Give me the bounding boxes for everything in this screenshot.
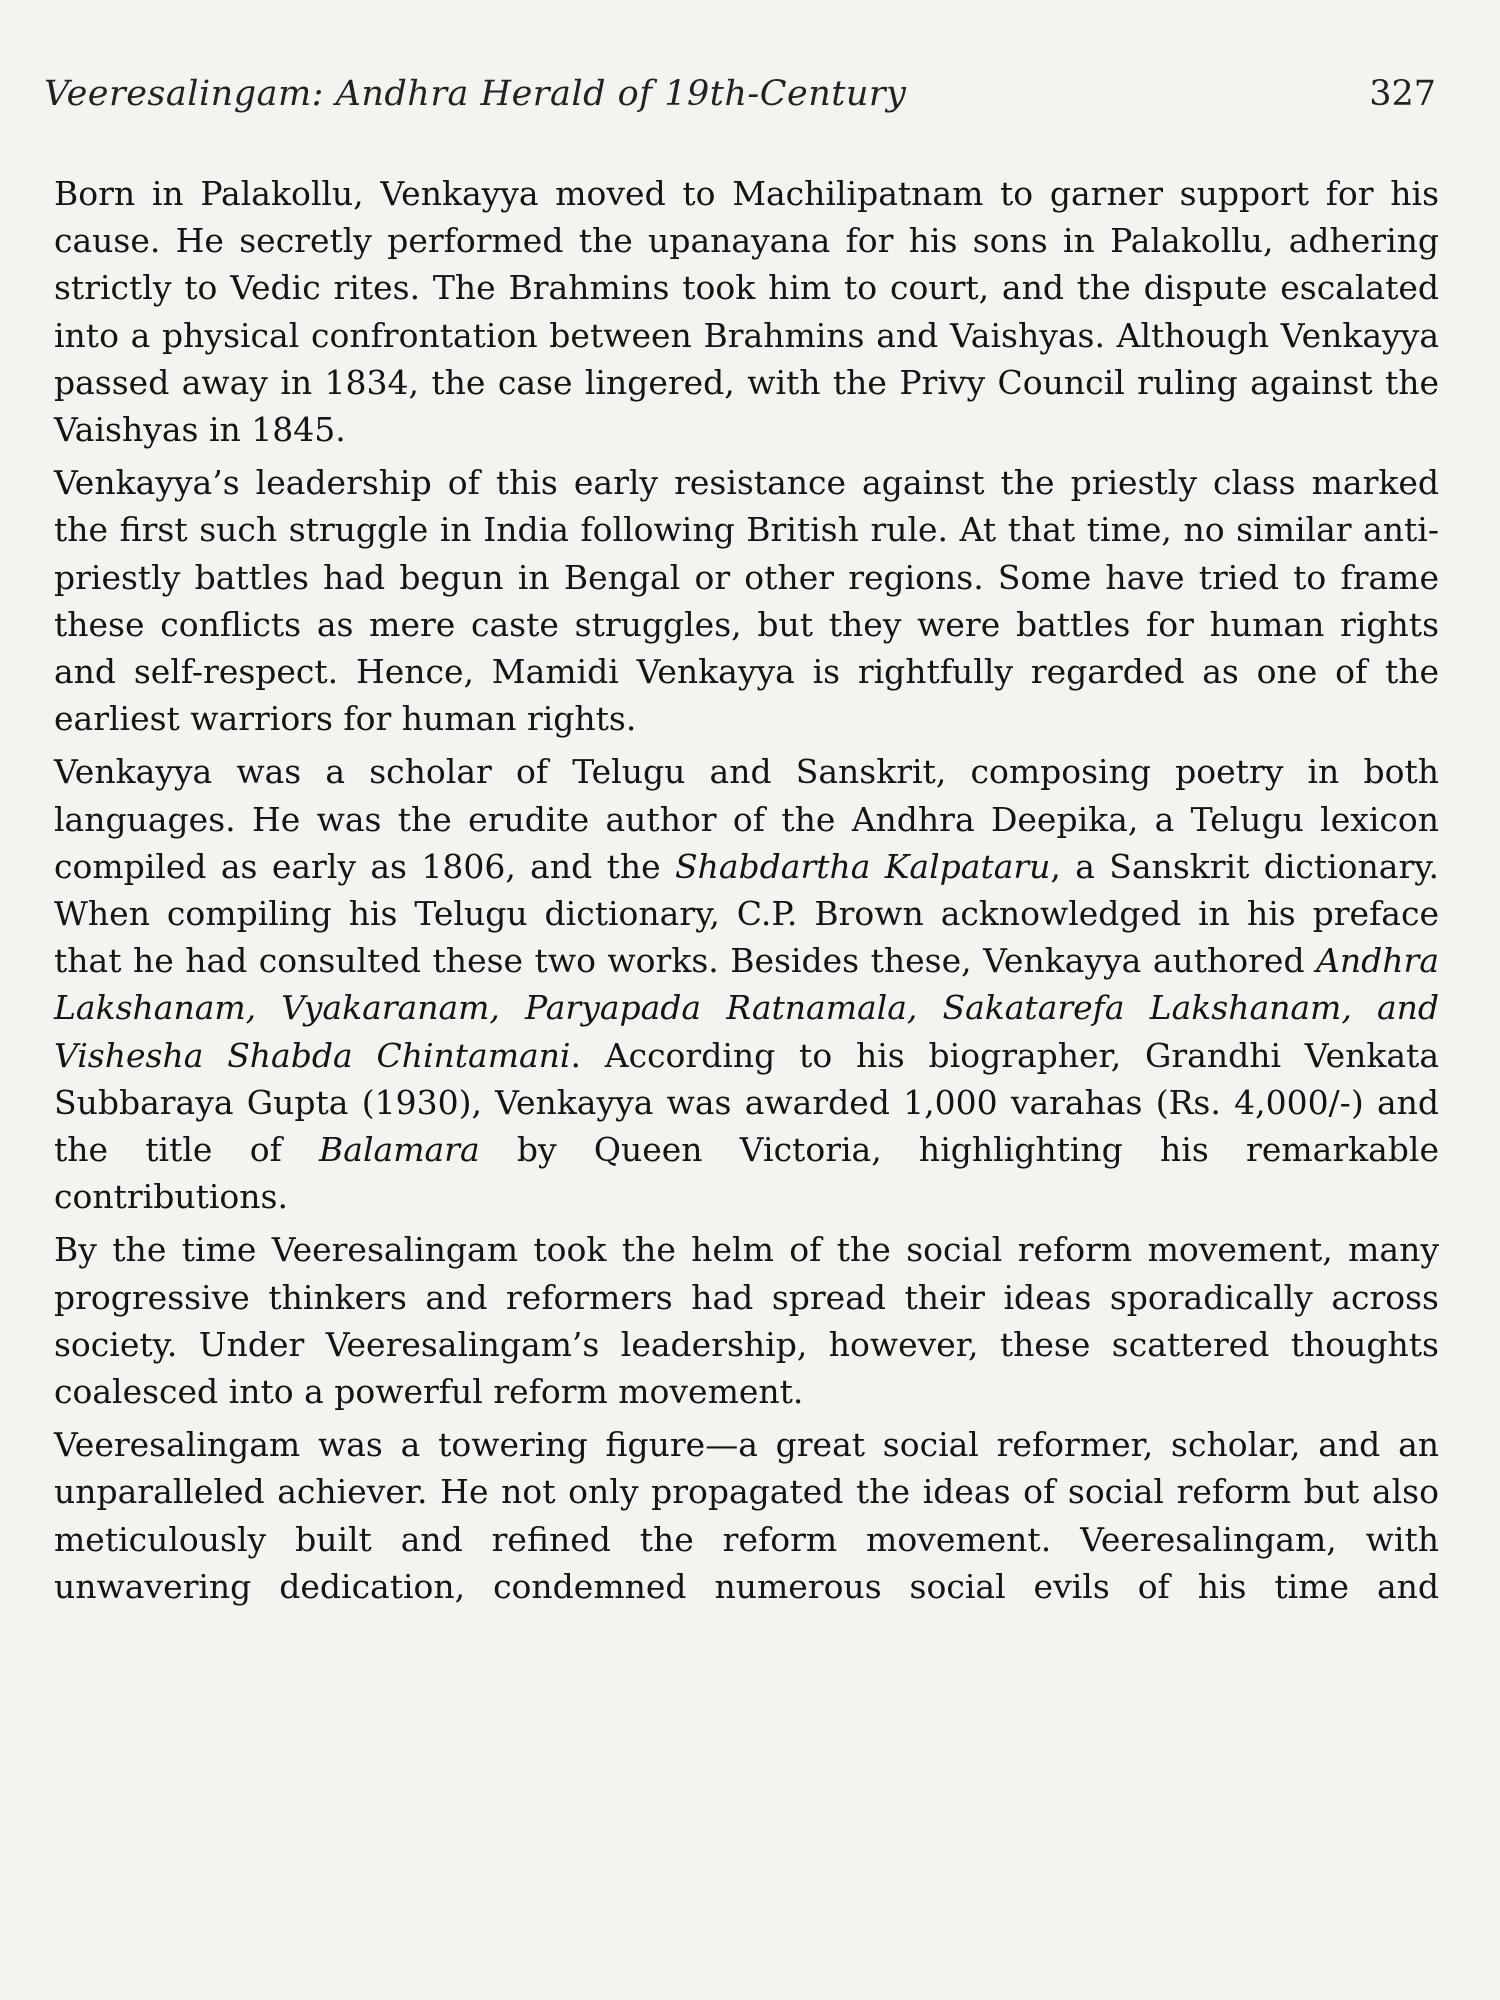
paragraph-5: Veeresalingam was a towering figure—a great social reformer, scholar, and an unparalleled achiever. He not only propagated the ideas of social reform but also meticulously built and refined the reform movement. Veeresalingam, with unwavering dedication, condemned numerous social evils of his time and [54,1425,1439,1606]
page-number: 327 [1369,74,1436,114]
body-text [54,170,1439,1616]
paragraph-3-text-1: Venkayya was a scholar of Telugu and Sanskrit, composing poetry in both languages. He was the erudite author of the Andhra Deepika, a Telugu lexicon compiled as early as 1806, and the [54,752,1439,886]
paragraph-4: By the time Veeresalingam took the helm of the social reform movement, many progressive thinkers and reformers had spread their ideas sporadically across society. Under Veeresalingam’s leadership, however, these scattered thoughts coalesced into a powerful reform movement. [54,1230,1439,1412]
running-head [44,74,1436,134]
italic-title-balamara: Balamara [319,1130,480,1170]
italic-title-shabdartha: Shabdartha Kalpataru [674,846,1051,886]
paragraph-1: Born in Palakollu, Venkayya moved to Machilipatnam to garner support for his cause. He secretly performed the upanayana for his sons in Palakollu, adhering strictly to Vedic rites. The Brahmins took him to court, and the dispute escalated into a physical confrontation between Brahmins and Vaishyas. Although Venkayya passed away in 1834, the case lingered, with the Privy Council ruling against the Vaishyas in 1845. [54,174,1439,450]
paragraph-3-text-4: by Queen Victoria, highlighting his remarkable contributions. [54,1130,1439,1217]
paragraph-3-text-2: , a Sanskrit dictionary. When compiling his Telugu dictionary, C.P. Brown acknowledged in his preface that he had consulted these two works. Besides these, Venkayya authored [54,846,1439,981]
paragraph-3-text-3: . According to his biographer, Grandhi Venkata Subbaraya Gupta (1930), Venkayya was awarded 1,000 varahas (Rs. 4,000/-) and the title of [54,1035,1439,1170]
running-title: Veeresalingam: Andhra Herald of 19th-Century [44,74,907,114]
paragraph-3 [54,748,1439,1220]
italic-works-list: Andhra Lakshanam, Vyakaranam, Paryapada Ratnamala, Sakatarefa Lakshanam, and Vishesha Shabda Chintamani [54,941,1439,1075]
paragraph-2: Venkayya’s leadership of this early resistance against the priestly class marked the first such struggle in India following British rule. At that time, no similar anti-priestly battles had begun in Bengal or other regions. Some have tried to frame these conflicts as mere caste struggles, but they were battles for human rights and self-respect. Hence, Mamidi Venkayya is rightfully regarded as one of the earliest warriors for human rights. [54,463,1439,739]
